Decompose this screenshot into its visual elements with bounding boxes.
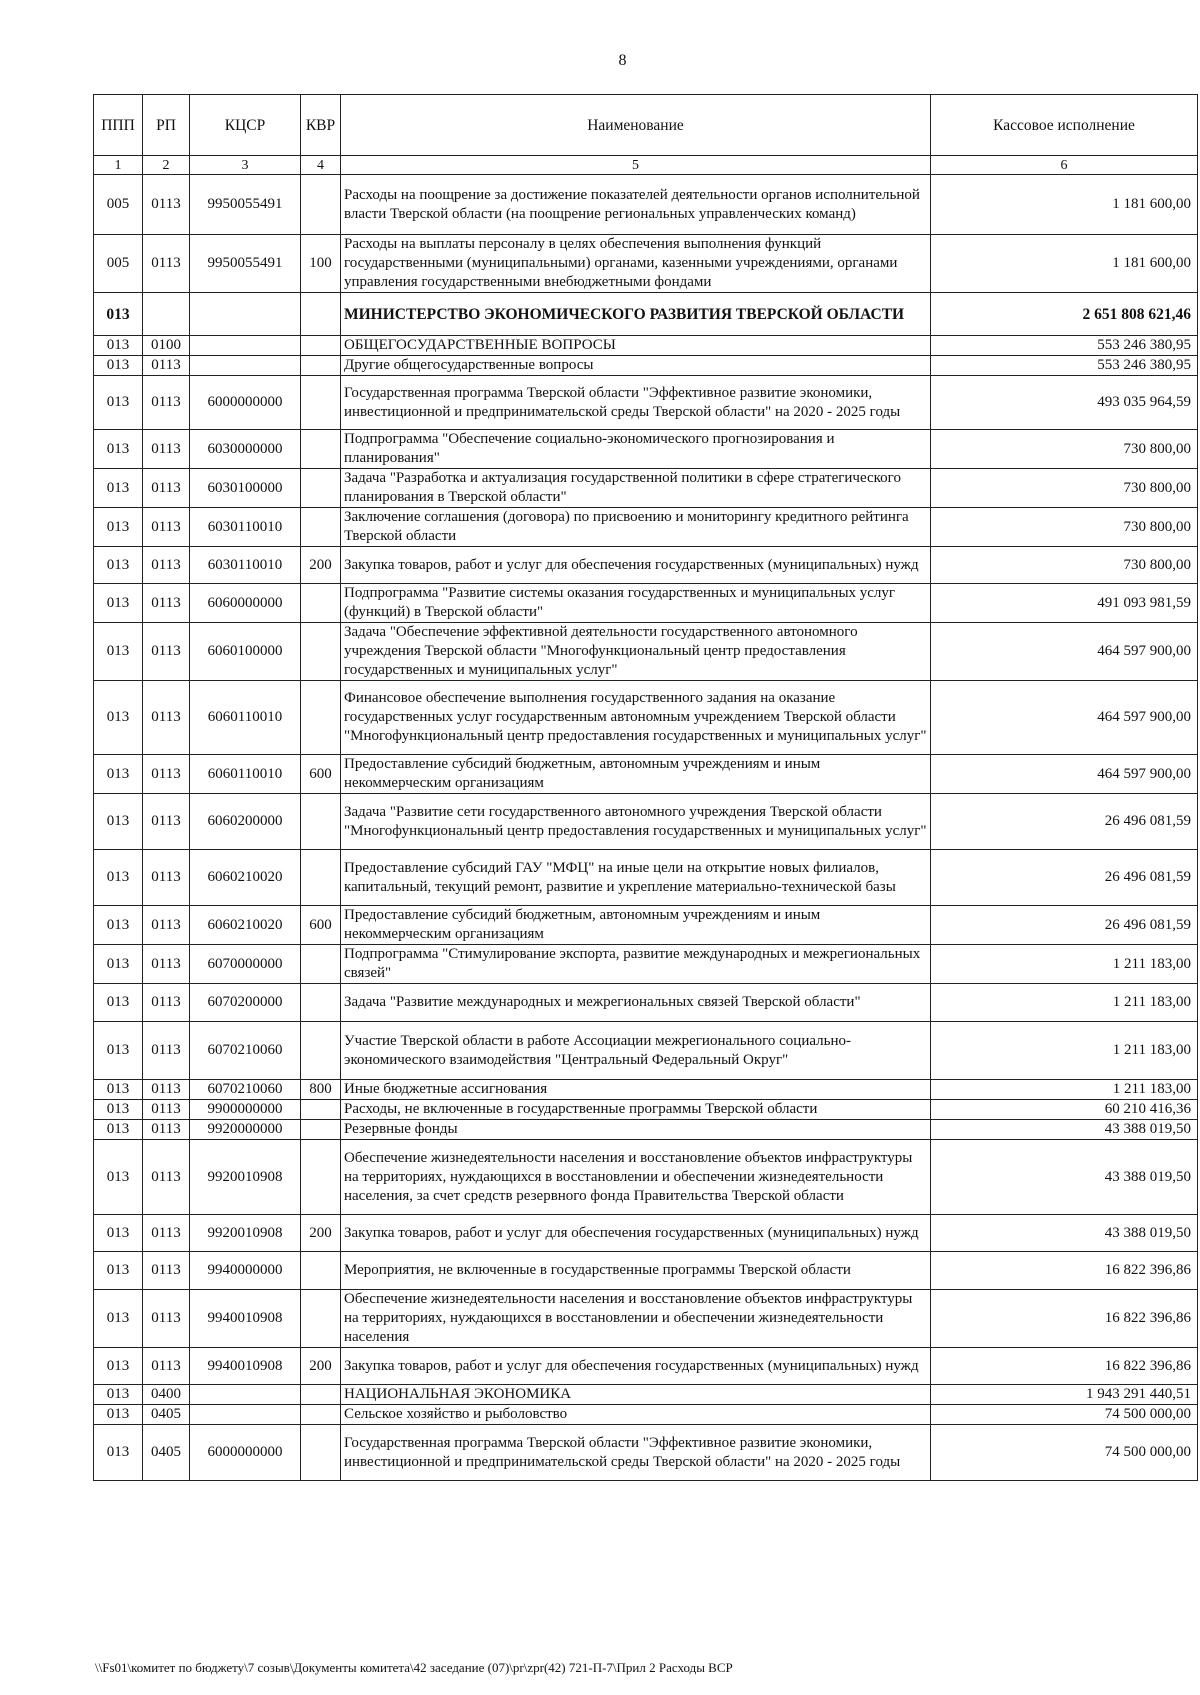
cell-kcsr: 6030110010 bbox=[190, 508, 301, 547]
column-number: 5 bbox=[341, 156, 931, 175]
cell-kcsr: 9950055491 bbox=[190, 175, 301, 235]
cell-kcsr: 9920010908 bbox=[190, 1140, 301, 1215]
cell-rp: 0113 bbox=[143, 850, 190, 906]
cell-kvr bbox=[301, 1022, 341, 1080]
cell-ppp: 013 bbox=[94, 681, 143, 755]
table-row bbox=[94, 508, 1198, 547]
cell-kvr bbox=[301, 1100, 341, 1120]
expenditure-table bbox=[93, 94, 1198, 1481]
cell-kcsr: 9900000000 bbox=[190, 1100, 301, 1120]
cell-kvr: 800 bbox=[301, 1080, 341, 1100]
cell-kcsr bbox=[190, 356, 301, 376]
cell-name: ОБЩЕГОСУДАРСТВЕННЫЕ ВОПРОСЫ bbox=[341, 336, 931, 356]
cell-ppp: 013 bbox=[94, 584, 143, 623]
table-row bbox=[94, 336, 1198, 356]
cell-name: Финансовое обеспечение выполнения государственного задания на оказание государственных услуг государственным автономным учреждением Тверской области "Многофункциональный центр предоставления государственных и муниципальных услуг" bbox=[341, 681, 931, 755]
cell-name: Задача "Обеспечение эффективной деятельности государственного автономного учреждения Тверской области "Многофункциональный центр предоставления государственных и муниципальных услуг" bbox=[341, 623, 931, 681]
cell-name: Задача "Развитие международных и межрегиональных связей Тверской области" bbox=[341, 984, 931, 1022]
cell-kcsr: 6000000000 bbox=[190, 1425, 301, 1481]
cell-kvr bbox=[301, 623, 341, 681]
table-row bbox=[94, 293, 1198, 336]
table-row bbox=[94, 235, 1198, 293]
cell-ppp: 013 bbox=[94, 508, 143, 547]
cell-amount: 730 800,00 bbox=[931, 469, 1198, 508]
cell-ppp: 013 bbox=[94, 336, 143, 356]
cell-rp: 0113 bbox=[143, 1100, 190, 1120]
cell-rp: 0113 bbox=[143, 623, 190, 681]
cell-rp: 0113 bbox=[143, 1140, 190, 1215]
cell-amount: 1 181 600,00 bbox=[931, 175, 1198, 235]
cell-ppp: 013 bbox=[94, 1100, 143, 1120]
cell-amount: 43 388 019,50 bbox=[931, 1140, 1198, 1215]
cell-amount: 491 093 981,59 bbox=[931, 584, 1198, 623]
cell-kcsr: 6060210020 bbox=[190, 906, 301, 945]
table-row bbox=[94, 1080, 1198, 1100]
cell-name: Расходы, не включенные в государственные программы Тверской области bbox=[341, 1100, 931, 1120]
cell-ppp: 013 bbox=[94, 755, 143, 794]
cell-name: Участие Тверской области в работе Ассоциации межрегионального социально-экономического взаимодействия "Центральный Федеральный Округ" bbox=[341, 1022, 931, 1080]
cell-amount: 730 800,00 bbox=[931, 430, 1198, 469]
header-kvr: КВР bbox=[301, 95, 341, 156]
cell-kvr bbox=[301, 376, 341, 430]
cell-ppp: 013 bbox=[94, 376, 143, 430]
cell-kcsr: 9940000000 bbox=[190, 1252, 301, 1290]
table-row bbox=[94, 945, 1198, 984]
cell-kcsr: 6060200000 bbox=[190, 794, 301, 850]
cell-rp: 0113 bbox=[143, 175, 190, 235]
cell-ppp: 013 bbox=[94, 430, 143, 469]
cell-name: Закупка товаров, работ и услуг для обеспечения государственных (муниципальных) нужд bbox=[341, 547, 931, 584]
cell-ppp: 013 bbox=[94, 1080, 143, 1100]
table-row bbox=[94, 681, 1198, 755]
cell-name: Обеспечение жизнедеятельности населения и восстановление объектов инфраструктуры на территориях, нуждающихся в восстановлении и обеспечении жизнедеятельности населения bbox=[341, 1290, 931, 1348]
header-rp: РП bbox=[143, 95, 190, 156]
cell-ppp: 013 bbox=[94, 984, 143, 1022]
cell-ppp: 013 bbox=[94, 1140, 143, 1215]
cell-rp: 0113 bbox=[143, 755, 190, 794]
cell-ppp: 013 bbox=[94, 1215, 143, 1252]
cell-rp: 0113 bbox=[143, 1080, 190, 1100]
cell-kcsr: 6070210060 bbox=[190, 1022, 301, 1080]
cell-kcsr: 6060110010 bbox=[190, 681, 301, 755]
cell-kcsr: 9920000000 bbox=[190, 1120, 301, 1140]
table-row bbox=[94, 430, 1198, 469]
cell-ppp: 013 bbox=[94, 1425, 143, 1481]
cell-ppp: 013 bbox=[94, 623, 143, 681]
cell-kvr bbox=[301, 1120, 341, 1140]
cell-rp: 0113 bbox=[143, 984, 190, 1022]
cell-amount: 730 800,00 bbox=[931, 508, 1198, 547]
cell-ppp: 013 bbox=[94, 547, 143, 584]
table-row bbox=[94, 1022, 1198, 1080]
cell-ppp: 013 bbox=[94, 1022, 143, 1080]
cell-kvr bbox=[301, 945, 341, 984]
table-row bbox=[94, 755, 1198, 794]
table-row bbox=[94, 1120, 1198, 1140]
table-row bbox=[94, 356, 1198, 376]
cell-rp: 0113 bbox=[143, 681, 190, 755]
cell-kvr bbox=[301, 681, 341, 755]
cell-rp: 0113 bbox=[143, 469, 190, 508]
cell-amount: 43 388 019,50 bbox=[931, 1215, 1198, 1252]
cell-kcsr: 6060000000 bbox=[190, 584, 301, 623]
column-number: 3 bbox=[190, 156, 301, 175]
table-row bbox=[94, 623, 1198, 681]
cell-amount: 1 211 183,00 bbox=[931, 945, 1198, 984]
cell-ppp: 013 bbox=[94, 1385, 143, 1405]
cell-name: Задача "Разработка и актуализация государственной политики в сфере стратегического планирования в Тверской области" bbox=[341, 469, 931, 508]
table-row bbox=[94, 794, 1198, 850]
cell-kcsr: 6060110010 bbox=[190, 755, 301, 794]
table-row bbox=[94, 984, 1198, 1022]
cell-kcsr: 6060100000 bbox=[190, 623, 301, 681]
cell-kvr bbox=[301, 175, 341, 235]
cell-amount: 1 211 183,00 bbox=[931, 984, 1198, 1022]
cell-amount: 553 246 380,95 bbox=[931, 336, 1198, 356]
cell-kvr bbox=[301, 508, 341, 547]
table-row bbox=[94, 1252, 1198, 1290]
cell-kvr: 100 bbox=[301, 235, 341, 293]
cell-kcsr: 6030110010 bbox=[190, 547, 301, 584]
cell-rp: 0113 bbox=[143, 235, 190, 293]
cell-kvr bbox=[301, 1385, 341, 1405]
cell-rp: 0405 bbox=[143, 1425, 190, 1481]
cell-kvr: 200 bbox=[301, 1215, 341, 1252]
cell-amount: 26 496 081,59 bbox=[931, 906, 1198, 945]
cell-kvr bbox=[301, 1405, 341, 1425]
table-row bbox=[94, 547, 1198, 584]
cell-name: Расходы на выплаты персоналу в целях обеспечения выполнения функций государственными (муниципальными) органами, казенными учреждениями, органами управления государственными внебюджетными фондами bbox=[341, 235, 931, 293]
column-number: 2 bbox=[143, 156, 190, 175]
cell-name: Предоставление субсидий бюджетным, автономным учреждениям и иным некоммерческим организациям bbox=[341, 755, 931, 794]
cell-name: Предоставление субсидий бюджетным, автономным учреждениям и иным некоммерческим организациям bbox=[341, 906, 931, 945]
cell-name: Другие общегосударственные вопросы bbox=[341, 356, 931, 376]
cell-amount: 16 822 396,86 bbox=[931, 1290, 1198, 1348]
cell-ppp: 013 bbox=[94, 1348, 143, 1385]
cell-name: Подпрограмма "Развитие системы оказания государственных и муниципальных услуг (функций) в Тверской области" bbox=[341, 584, 931, 623]
table-row bbox=[94, 906, 1198, 945]
file-path-footer: \\Fs01\комитет по бюджету\7 созыв\Документы комитета\42 заседание (07)\pr\zpr(42) 721-П-7\Прил 2 Расходы ВСР bbox=[95, 1660, 733, 1675]
cell-kvr bbox=[301, 584, 341, 623]
cell-amount: 43 388 019,50 bbox=[931, 1120, 1198, 1140]
cell-rp: 0113 bbox=[143, 376, 190, 430]
cell-rp: 0113 bbox=[143, 508, 190, 547]
cell-ppp: 013 bbox=[94, 1405, 143, 1425]
cell-amount: 2 651 808 621,46 bbox=[931, 293, 1198, 336]
cell-kcsr: 6070000000 bbox=[190, 945, 301, 984]
table-row bbox=[94, 1140, 1198, 1215]
cell-amount: 1 181 600,00 bbox=[931, 235, 1198, 293]
header-amount: Кассовое исполнение bbox=[931, 95, 1198, 156]
cell-rp: 0113 bbox=[143, 1120, 190, 1140]
cell-rp: 0113 bbox=[143, 584, 190, 623]
cell-kvr: 200 bbox=[301, 547, 341, 584]
cell-kvr bbox=[301, 1290, 341, 1348]
cell-kcsr bbox=[190, 293, 301, 336]
cell-amount: 730 800,00 bbox=[931, 547, 1198, 584]
cell-kcsr: 6030100000 bbox=[190, 469, 301, 508]
cell-kvr bbox=[301, 336, 341, 356]
header-kcsr: КЦСР bbox=[190, 95, 301, 156]
table-row bbox=[94, 376, 1198, 430]
cell-name: Подпрограмма "Обеспечение социально-экономического прогнозирования и планирования" bbox=[341, 430, 931, 469]
cell-kcsr: 9950055491 bbox=[190, 235, 301, 293]
cell-name: Обеспечение жизнедеятельности населения и восстановление объектов инфраструктуры на территориях, нуждающихся в восстановлении и обеспечении жизнедеятельности населения, за счет средств резервного фонда Правительства Тверской области bbox=[341, 1140, 931, 1215]
cell-ppp: 013 bbox=[94, 356, 143, 376]
table-header bbox=[94, 95, 1198, 156]
cell-ppp: 005 bbox=[94, 235, 143, 293]
cell-kvr bbox=[301, 1140, 341, 1215]
cell-amount: 74 500 000,00 bbox=[931, 1425, 1198, 1481]
cell-amount: 464 597 900,00 bbox=[931, 755, 1198, 794]
table-row bbox=[94, 175, 1198, 235]
cell-name: Иные бюджетные ассигнования bbox=[341, 1080, 931, 1100]
header-ppp: ППП bbox=[94, 95, 143, 156]
cell-amount: 74 500 000,00 bbox=[931, 1405, 1198, 1425]
cell-kcsr: 9940010908 bbox=[190, 1290, 301, 1348]
cell-ppp: 013 bbox=[94, 850, 143, 906]
cell-rp: 0113 bbox=[143, 1215, 190, 1252]
cell-kcsr bbox=[190, 336, 301, 356]
cell-ppp: 013 bbox=[94, 1290, 143, 1348]
cell-name: Государственная программа Тверской области "Эффективное развитие экономики, инвестиционной и предпринимательской среды Тверской области" на 2020 - 2025 годы bbox=[341, 1425, 931, 1481]
cell-kvr: 600 bbox=[301, 755, 341, 794]
column-number: 1 bbox=[94, 156, 143, 175]
cell-amount: 16 822 396,86 bbox=[931, 1252, 1198, 1290]
table-row bbox=[94, 1425, 1198, 1481]
cell-amount: 1 211 183,00 bbox=[931, 1080, 1198, 1100]
cell-rp: 0113 bbox=[143, 1290, 190, 1348]
table-body bbox=[94, 156, 1198, 1481]
table-row bbox=[94, 469, 1198, 508]
cell-kvr bbox=[301, 984, 341, 1022]
cell-amount: 1 943 291 440,51 bbox=[931, 1385, 1198, 1405]
cell-ppp: 013 bbox=[94, 1120, 143, 1140]
cell-kcsr: 6000000000 bbox=[190, 376, 301, 430]
cell-rp: 0113 bbox=[143, 906, 190, 945]
page-number: 8 bbox=[618, 52, 627, 69]
cell-amount: 1 211 183,00 bbox=[931, 1022, 1198, 1080]
cell-name: Сельское хозяйство и рыболовство bbox=[341, 1405, 931, 1425]
cell-name: Задача "Развитие сети государственного автономного учреждения Тверской области "Многофункциональный центр предоставления государственных и муниципальных услуг" bbox=[341, 794, 931, 850]
cell-name: Предоставление субсидий ГАУ "МФЦ" на иные цели на открытие новых филиалов, капитальный, текущий ремонт, развитие и укрепление материально-технической базы bbox=[341, 850, 931, 906]
cell-rp: 0100 bbox=[143, 336, 190, 356]
cell-name: Закупка товаров, работ и услуг для обеспечения государственных (муниципальных) нужд bbox=[341, 1215, 931, 1252]
cell-name: Закупка товаров, работ и услуг для обеспечения государственных (муниципальных) нужд bbox=[341, 1348, 931, 1385]
cell-kcsr: 6060210020 bbox=[190, 850, 301, 906]
cell-kcsr bbox=[190, 1405, 301, 1425]
table-row bbox=[94, 584, 1198, 623]
cell-kvr bbox=[301, 430, 341, 469]
cell-rp: 0113 bbox=[143, 945, 190, 984]
cell-amount: 493 035 964,59 bbox=[931, 376, 1198, 430]
cell-ppp: 005 bbox=[94, 175, 143, 235]
cell-rp: 0405 bbox=[143, 1405, 190, 1425]
cell-ppp: 013 bbox=[94, 469, 143, 508]
cell-rp: 0400 bbox=[143, 1385, 190, 1405]
cell-kcsr: 6030000000 bbox=[190, 430, 301, 469]
cell-rp: 0113 bbox=[143, 356, 190, 376]
cell-ppp: 013 bbox=[94, 945, 143, 984]
cell-kcsr: 6070200000 bbox=[190, 984, 301, 1022]
cell-amount: 553 246 380,95 bbox=[931, 356, 1198, 376]
cell-kvr bbox=[301, 794, 341, 850]
cell-rp: 0113 bbox=[143, 794, 190, 850]
cell-rp bbox=[143, 293, 190, 336]
cell-kcsr: 6070210060 bbox=[190, 1080, 301, 1100]
cell-kvr: 600 bbox=[301, 906, 341, 945]
cell-rp: 0113 bbox=[143, 1022, 190, 1080]
cell-ppp: 013 bbox=[94, 794, 143, 850]
cell-amount: 16 822 396,86 bbox=[931, 1348, 1198, 1385]
cell-name: Государственная программа Тверской области "Эффективное развитие экономики, инвестиционной и предпринимательской среды Тверской области" на 2020 - 2025 годы bbox=[341, 376, 931, 430]
cell-name: Мероприятия, не включенные в государственные программы Тверской области bbox=[341, 1252, 931, 1290]
table-row bbox=[94, 1290, 1198, 1348]
table-row bbox=[94, 1215, 1198, 1252]
cell-name: НАЦИОНАЛЬНАЯ ЭКОНОМИКА bbox=[341, 1385, 931, 1405]
cell-kvr: 200 bbox=[301, 1348, 341, 1385]
cell-kvr bbox=[301, 469, 341, 508]
cell-name: Заключение соглашения (договора) по присвоению и мониторингу кредитного рейтинга Тверской области bbox=[341, 508, 931, 547]
table-row bbox=[94, 1100, 1198, 1120]
cell-kvr bbox=[301, 850, 341, 906]
cell-kvr bbox=[301, 1425, 341, 1481]
table-row bbox=[94, 1405, 1198, 1425]
cell-rp: 0113 bbox=[143, 1252, 190, 1290]
column-number: 6 bbox=[931, 156, 1198, 175]
cell-name: МИНИСТЕРСТВО ЭКОНОМИЧЕСКОГО РАЗВИТИЯ ТВЕРСКОЙ ОБЛАСТИ bbox=[341, 293, 931, 336]
cell-name: Подпрограмма "Стимулирование экспорта, развитие международных и межрегиональных связей" bbox=[341, 945, 931, 984]
column-number: 4 bbox=[301, 156, 341, 175]
cell-amount: 464 597 900,00 bbox=[931, 623, 1198, 681]
table-row bbox=[94, 1385, 1198, 1405]
cell-kvr bbox=[301, 293, 341, 336]
cell-ppp: 013 bbox=[94, 1252, 143, 1290]
cell-ppp: 013 bbox=[94, 906, 143, 945]
column-number-row bbox=[94, 156, 1198, 175]
cell-amount: 464 597 900,00 bbox=[931, 681, 1198, 755]
cell-rp: 0113 bbox=[143, 547, 190, 584]
cell-kcsr: 9940010908 bbox=[190, 1348, 301, 1385]
table-row bbox=[94, 850, 1198, 906]
cell-amount: 60 210 416,36 bbox=[931, 1100, 1198, 1120]
table-row bbox=[94, 1348, 1198, 1385]
cell-amount: 26 496 081,59 bbox=[931, 794, 1198, 850]
cell-ppp: 013 bbox=[94, 293, 143, 336]
cell-name: Резервные фонды bbox=[341, 1120, 931, 1140]
cell-rp: 0113 bbox=[143, 1348, 190, 1385]
cell-kvr bbox=[301, 1252, 341, 1290]
header-name: Наименование bbox=[341, 95, 931, 156]
cell-rp: 0113 bbox=[143, 430, 190, 469]
cell-amount: 26 496 081,59 bbox=[931, 850, 1198, 906]
cell-kcsr: 9920010908 bbox=[190, 1215, 301, 1252]
cell-kvr bbox=[301, 356, 341, 376]
cell-kcsr bbox=[190, 1385, 301, 1405]
cell-name: Расходы на поощрение за достижение показателей деятельности органов исполнительной власти Тверской области (на поощрение региональных управленческих команд) bbox=[341, 175, 931, 235]
